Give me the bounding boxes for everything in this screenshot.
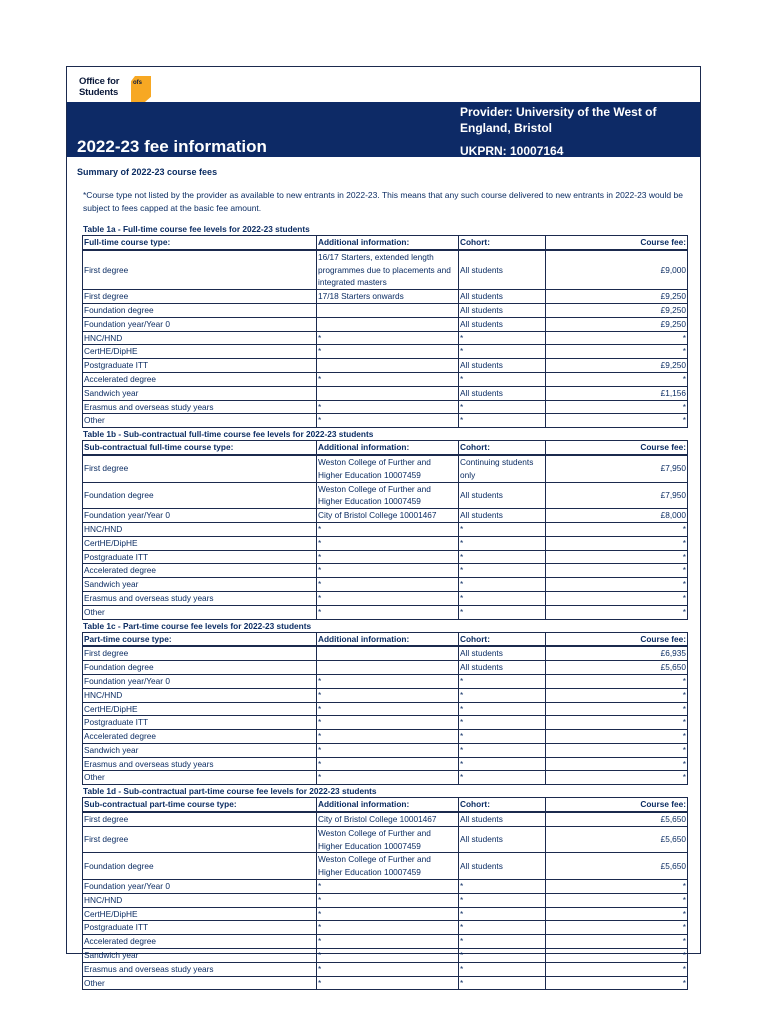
cohort-cell: Continuing students only [459,455,546,482]
table-row [83,605,688,619]
additional-info-cell: * [317,880,459,894]
additional-info-cell [317,661,459,675]
course-fee-cell: * [546,976,688,990]
table-row [83,907,688,921]
cohort-cell: * [459,331,546,345]
additional-info-cell: * [317,893,459,907]
cohort-cell: * [459,893,546,907]
course-type-cell: Accelerated degree [83,935,317,949]
additional-info-cell [317,646,459,660]
cohort-cell: * [459,400,546,414]
cohort-cell: * [459,550,546,564]
column-header: Additional information: [317,798,459,812]
ofs-mark-icon [131,76,151,102]
additional-info-cell: * [317,702,459,716]
additional-info-cell: * [317,400,459,414]
table-row [83,702,688,716]
course-type-cell: First degree [83,455,317,482]
course-type-cell: Accelerated degree [83,564,317,578]
table-row [83,771,688,785]
table-header-row [83,632,688,646]
additional-info-cell: * [317,771,459,785]
fee-tables [82,223,687,990]
table-row [83,345,688,359]
column-header: Cohort: [459,798,546,812]
additional-info-cell [317,359,459,373]
cohort-cell: * [459,880,546,894]
column-header: Course fee: [546,798,688,812]
column-header: Course fee: [546,441,688,455]
course-fee-cell: * [546,674,688,688]
course-type-cell: HNC/HND [83,893,317,907]
cohort-cell: * [459,921,546,935]
cohort-cell: * [459,688,546,702]
course-fee-cell: £5,650 [546,812,688,826]
course-type-cell: Foundation year/Year 0 [83,317,317,331]
course-type-cell: Other [83,414,317,428]
course-fee-cell: £9,000 [546,250,688,290]
additional-info-cell: * [317,730,459,744]
table-row [83,359,688,373]
course-fee-cell: * [546,921,688,935]
table-row [83,880,688,894]
course-fee-cell: £9,250 [546,303,688,317]
cohort-cell: All students [459,509,546,523]
additional-info-cell: * [317,414,459,428]
column-header: Cohort: [459,632,546,646]
course-fee-cell: * [546,578,688,592]
table-row [83,536,688,550]
additional-info-cell: Weston College of Further and Higher Education 10007459 [317,482,459,509]
course-fee-cell: £9,250 [546,359,688,373]
table-row [83,730,688,744]
additional-info-cell: * [317,743,459,757]
fee-table [82,440,688,619]
table-row [83,976,688,990]
course-fee-cell: * [546,716,688,730]
course-type-cell: Foundation degree [83,661,317,675]
additional-info-cell: * [317,716,459,730]
course-type-cell: First degree [83,826,317,853]
additional-info-cell: * [317,522,459,536]
course-type-cell: Accelerated degree [83,730,317,744]
cohort-cell: * [459,564,546,578]
course-type-cell: Other [83,771,317,785]
table-row [83,591,688,605]
cohort-cell: * [459,605,546,619]
course-fee-cell: * [546,893,688,907]
cohort-cell: All students [459,290,546,304]
table-caption: Table 1a - Full-time course fee levels for 2022-23 students [83,224,310,234]
course-type-cell: Foundation year/Year 0 [83,509,317,523]
course-fee-cell: * [546,331,688,345]
course-type-note: *Course type not listed by the provider as available to new entrants in 2022-23. This means that any such course delivered to new entrants in 2022-23 would be subject to fees capped at the basic fee amount. [83,190,683,213]
course-fee-cell: £9,250 [546,290,688,304]
course-fee-cell: * [546,949,688,963]
table-caption: Table 1b - Sub-contractual full-time course fee levels for 2022-23 students [83,429,374,440]
course-type-cell: Accelerated degree [83,372,317,386]
table-row [83,303,688,317]
cohort-cell: All students [459,386,546,400]
additional-info-cell: * [317,591,459,605]
course-fee-cell: £7,950 [546,455,688,482]
course-type-cell: First degree [83,646,317,660]
table-row [83,400,688,414]
course-fee-cell: £9,250 [546,317,688,331]
course-fee-cell: £7,950 [546,482,688,509]
cohort-cell: * [459,536,546,550]
course-type-cell: Foundation year/Year 0 [83,880,317,894]
fee-table [82,235,688,428]
additional-info-cell: * [317,578,459,592]
course-fee-cell: * [546,743,688,757]
cohort-cell: * [459,372,546,386]
course-fee-cell: * [546,400,688,414]
cohort-cell: All students [459,250,546,290]
column-header: Additional information: [317,236,459,250]
additional-info-cell: * [317,564,459,578]
cohort-cell: * [459,907,546,921]
fee-document-page [66,66,701,988]
cohort-cell: * [459,716,546,730]
table-row [83,317,688,331]
course-type-cell: Erasmus and overseas study years [83,962,317,976]
cohort-cell: * [459,522,546,536]
cohort-cell: * [459,962,546,976]
additional-info-cell: * [317,935,459,949]
table-row [83,853,688,880]
additional-info-cell: 16/17 Starters, extended length programmes due to placements and integrated masters [317,250,459,290]
cohort-cell: * [459,674,546,688]
course-fee-cell: * [546,550,688,564]
table-row [83,372,688,386]
column-header: Cohort: [459,441,546,455]
course-fee-cell: * [546,907,688,921]
course-fee-cell: * [546,757,688,771]
additional-info-cell: City of Bristol College 10001467 [317,509,459,523]
table-caption: Table 1c - Part-time course fee levels for 2022-23 students [83,620,312,631]
column-header: Additional information: [317,441,459,455]
course-type-cell: Foundation degree [83,303,317,317]
additional-info-cell: * [317,605,459,619]
cohort-cell: * [459,591,546,605]
table-header-row [83,798,688,812]
cohort-cell: * [459,345,546,359]
table-row [83,564,688,578]
course-fee-cell: * [546,935,688,949]
course-type-cell: Erasmus and overseas study years [83,400,317,414]
course-fee-cell: * [546,962,688,976]
course-fee-cell: £5,650 [546,661,688,675]
cohort-cell: All students [459,303,546,317]
table-row [83,290,688,304]
course-type-cell: HNC/HND [83,522,317,536]
cohort-cell: All students [459,646,546,660]
table-row [83,414,688,428]
column-header: Cohort: [459,236,546,250]
additional-info-cell: * [317,962,459,976]
course-type-cell: CertHE/DipHE [83,345,317,359]
table-row [83,661,688,675]
cohort-cell: * [459,743,546,757]
course-type-cell: Other [83,976,317,990]
logo-line-2: Students [79,87,119,98]
cohort-cell: All students [459,359,546,373]
course-type-cell: Postgraduate ITT [83,716,317,730]
summary-title: Summary of 2022-23 course fees [77,167,218,177]
course-type-cell: First degree [83,250,317,290]
additional-info-cell: City of Bristol College 10001467 [317,812,459,826]
page-title: 2022-23 fee information [77,137,267,156]
table-row [83,935,688,949]
course-type-cell: Postgraduate ITT [83,550,317,564]
ukprn: UKPRN: 10007164 [460,144,564,158]
course-type-cell: Sandwich year [83,578,317,592]
course-type-cell: Foundation year/Year 0 [83,674,317,688]
table-row [83,688,688,702]
additional-info-cell: * [317,757,459,771]
column-header: Additional information: [317,632,459,646]
cohort-cell: * [459,976,546,990]
column-header: Part-time course type: [83,632,317,646]
course-type-cell: HNC/HND [83,688,317,702]
column-header: Sub-contractual full-time course type: [83,441,317,455]
course-type-cell: Sandwich year [83,386,317,400]
column-header: Full-time course type: [83,236,317,250]
course-fee-cell: * [546,345,688,359]
table-row [83,812,688,826]
additional-info-cell: * [317,949,459,963]
course-fee-cell: £8,000 [546,509,688,523]
table-row [83,522,688,536]
additional-info-cell: Weston College of Further and Higher Education 10007459 [317,455,459,482]
table-row [83,826,688,853]
table-row [83,509,688,523]
table-row [83,482,688,509]
cohort-cell: * [459,757,546,771]
course-fee-cell: * [546,688,688,702]
table-row [83,646,688,660]
header-banner [67,102,700,157]
fee-table [82,632,688,786]
course-type-cell: Erasmus and overseas study years [83,757,317,771]
course-type-cell: First degree [83,290,317,304]
table-row [83,550,688,564]
provider-name: Provider: University of the West of England, Bristol [460,105,657,135]
additional-info-cell: * [317,907,459,921]
cohort-cell: * [459,935,546,949]
course-fee-cell: * [546,591,688,605]
table-row [83,962,688,976]
course-type-cell: Erasmus and overseas study years [83,591,317,605]
column-header: Sub-contractual part-time course type: [83,798,317,812]
cohort-cell: * [459,730,546,744]
course-type-cell: Other [83,605,317,619]
table-header-row [83,441,688,455]
course-fee-cell: * [546,771,688,785]
course-type-cell: CertHE/DipHE [83,536,317,550]
logo-line-1: Office for [79,76,120,87]
table-caption: Table 1d - Sub-contractual part-time course fee levels for 2022-23 students [83,786,377,797]
table-row [83,757,688,771]
cohort-cell: All students [459,826,546,853]
course-fee-cell: £5,650 [546,826,688,853]
column-header: Course fee: [546,236,688,250]
additional-info-cell [317,386,459,400]
course-type-cell: CertHE/DipHE [83,907,317,921]
table-row [83,893,688,907]
logo-mark-text: ofs [133,80,142,86]
course-fee-cell: £6,935 [546,646,688,660]
additional-info-cell: Weston College of Further and Higher Education 10007459 [317,853,459,880]
course-fee-cell: * [546,536,688,550]
course-type-cell: Sandwich year [83,949,317,963]
course-fee-cell: * [546,414,688,428]
table-header-row [83,236,688,250]
additional-info-cell: * [317,372,459,386]
additional-info-cell: * [317,688,459,702]
course-type-cell: CertHE/DipHE [83,702,317,716]
course-type-cell: HNC/HND [83,331,317,345]
additional-info-cell: * [317,550,459,564]
course-fee-cell: * [546,730,688,744]
additional-info-cell [317,303,459,317]
course-type-cell: Foundation degree [83,482,317,509]
course-fee-cell: * [546,702,688,716]
cohort-cell: All students [459,853,546,880]
course-type-cell: Foundation degree [83,853,317,880]
table-row [83,455,688,482]
cohort-cell: * [459,702,546,716]
additional-info-cell: 17/18 Starters onwards [317,290,459,304]
additional-info-cell: * [317,674,459,688]
table-row [83,743,688,757]
cohort-cell: * [459,578,546,592]
course-fee-cell: * [546,605,688,619]
cohort-cell: * [459,949,546,963]
course-fee-cell: * [546,880,688,894]
course-type-cell: Postgraduate ITT [83,921,317,935]
fee-table [82,797,688,990]
additional-info-cell: * [317,921,459,935]
cohort-cell: * [459,414,546,428]
additional-info-cell: * [317,345,459,359]
course-type-cell: First degree [83,812,317,826]
cohort-cell: All students [459,482,546,509]
table-row [83,386,688,400]
table-row [83,674,688,688]
table-row [83,331,688,345]
course-type-cell: Sandwich year [83,743,317,757]
course-type-cell: Postgraduate ITT [83,359,317,373]
additional-info-cell [317,317,459,331]
course-fee-cell: £5,650 [546,853,688,880]
column-header: Course fee: [546,632,688,646]
cohort-cell: All students [459,317,546,331]
table-row [83,250,688,290]
course-fee-cell: * [546,522,688,536]
course-fee-cell: £1,156 [546,386,688,400]
logo-wordmark [79,76,119,98]
table-row [83,578,688,592]
additional-info-cell: * [317,976,459,990]
cohort-cell: All students [459,812,546,826]
additional-info-cell: * [317,536,459,550]
table-row [83,716,688,730]
course-fee-cell: * [546,372,688,386]
table-row [83,949,688,963]
additional-info-cell: * [317,331,459,345]
cohort-cell: * [459,771,546,785]
table-row [83,921,688,935]
cohort-cell: All students [459,661,546,675]
course-fee-cell: * [546,564,688,578]
additional-info-cell: Weston College of Further and Higher Education 10007459 [317,826,459,853]
